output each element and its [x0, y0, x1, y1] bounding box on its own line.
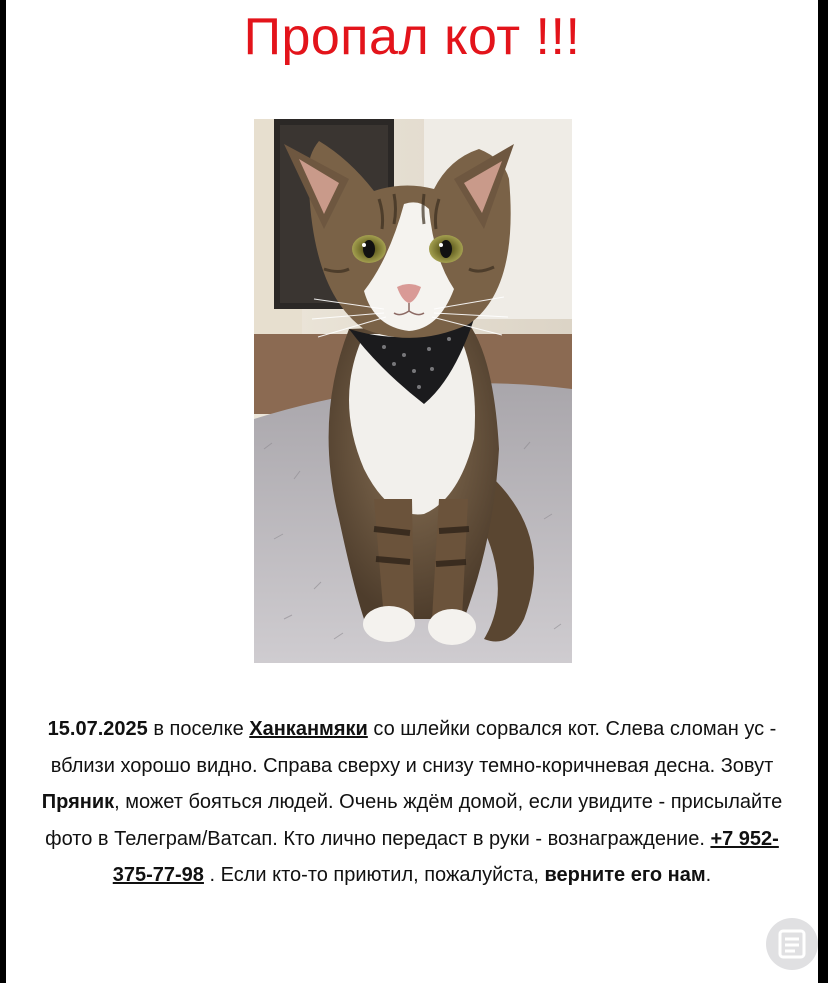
cat-photo — [254, 119, 572, 663]
text-fragment: в поселке — [147, 718, 250, 740]
poster — [6, 0, 818, 983]
lost-date: 15.07.2025 — [47, 718, 148, 740]
description-text — [40, 711, 784, 894]
place-name — [249, 718, 368, 740]
poster-title: Пропал кот !!! — [243, 8, 581, 66]
phone-number-underlined[interactable]: +7 952-375-77-98 — [112, 827, 779, 887]
text-fragment: , может бояться людей. Очень ждём домой, если увидите - присылайте фото в Телеграм/Ватсап. Кто лично передаст в руки - вознаграждение. — [45, 791, 783, 850]
text-fragment: . Если кто-то приютил, пожалуйста, — [203, 864, 545, 887]
text-fragment: . — [705, 864, 712, 887]
plea-text: верните его нам — [544, 864, 706, 887]
text-fragment: со шлейки сорвался кот. Слева сломан ус - вблизи хорошо видно. Справа сверху и снизу темно-коричневая десна. Зовут — [50, 718, 777, 777]
cat-name: Пряник — [41, 791, 115, 814]
place-name-underlined: Ханканмяки — [249, 718, 368, 740]
search-document-icon — [732, 913, 824, 975]
